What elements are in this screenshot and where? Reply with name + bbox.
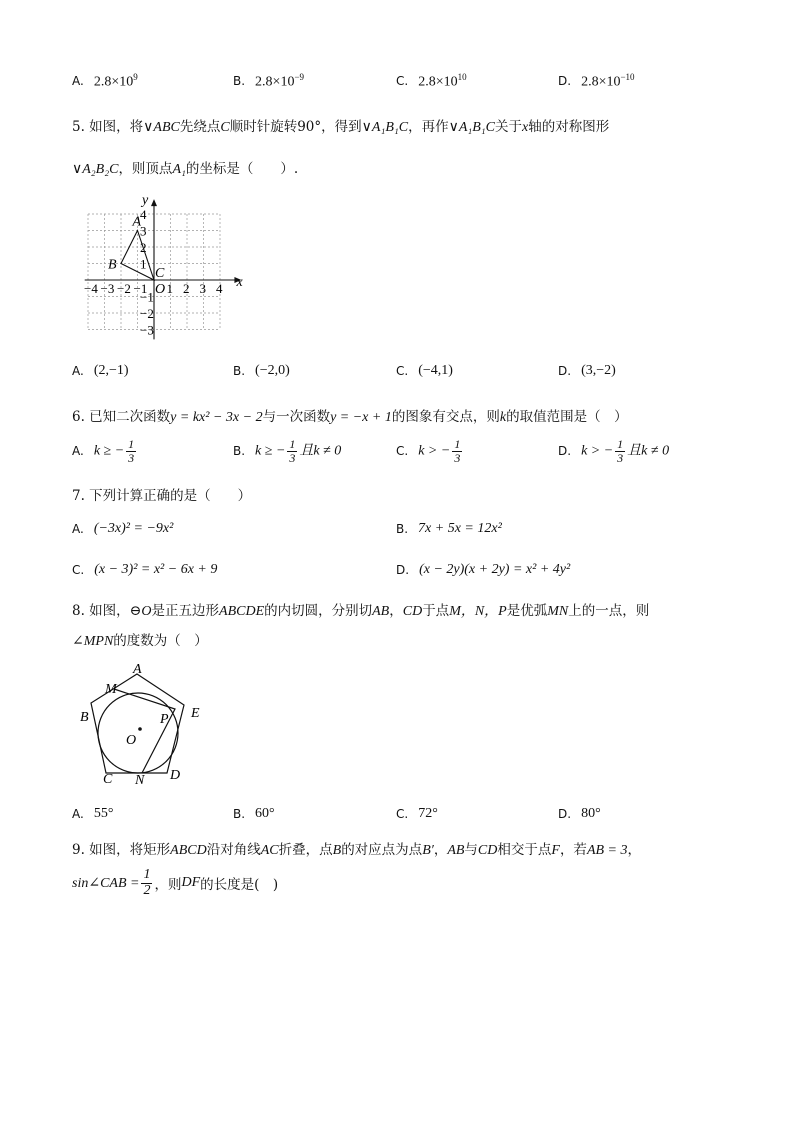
q8-stem-line2: ∠MPN的度数为（ ） xyxy=(72,633,208,649)
q5-option-d: D. (3,−2) xyxy=(558,363,616,378)
q8-stem-line1: 8. 如图，⊖O是正五边形ABCDE的内切圆，分别切AB，CD于点M，N，P是优弧MN上的一点，则 xyxy=(72,603,650,619)
label-d: D xyxy=(170,768,181,783)
label-b: B xyxy=(80,710,89,725)
q9-stem-line2: sin∠CAB = $\frac{1}{2}$ ，则 DF 的长度是( ) xyxy=(72,867,279,898)
label-n: N xyxy=(135,773,145,788)
q6-option-a: A. k ≥ − $\frac{1}{3}$ xyxy=(72,437,135,465)
q8-option-a: A. 55° xyxy=(72,806,114,821)
label-e: E xyxy=(191,706,200,721)
option-letter: D. xyxy=(558,74,572,89)
q4-option-d xyxy=(558,72,635,91)
q4-option-a xyxy=(72,72,138,91)
x-tick-label: −2 xyxy=(117,281,131,296)
inscribed-circle xyxy=(98,693,178,773)
y-tick-label: −2 xyxy=(140,306,154,321)
q8-pentagon-figure xyxy=(72,658,222,788)
q6-stem: 6. 已知二次函数y = kx² − 3x − 2与一次函数y = −x + 1的图象有交点，则k的取值范围是（ ） xyxy=(72,409,628,425)
x-tick-label: 2 xyxy=(183,281,190,296)
q6-option-c: C. k > − $\frac{1}{3}$ xyxy=(396,437,461,465)
label-o: O xyxy=(126,733,137,748)
vertex-label-b: B xyxy=(108,257,117,273)
label-p: P xyxy=(160,712,169,727)
q5-coordinate-graph xyxy=(70,188,250,353)
x-tick-label: −4 xyxy=(84,281,98,296)
q5-option-b: B. (−2,0) xyxy=(233,363,290,378)
q8-option-c: C. 72° xyxy=(396,806,438,821)
q8-option-b: B. 60° xyxy=(233,806,275,821)
q7-option-a: A. (−3x)² = −9x² xyxy=(72,521,174,536)
x-tick-label: 3 xyxy=(199,281,206,296)
label-a: A xyxy=(133,662,142,677)
label-c: C xyxy=(103,772,113,787)
option-letter: B. xyxy=(233,74,246,89)
center-point xyxy=(138,727,142,731)
option-value: $2.8\times 10^{-9}$ xyxy=(255,72,305,90)
option-letter: C. xyxy=(396,74,409,89)
y-axis-label: y xyxy=(142,193,149,209)
q4-option-b xyxy=(233,72,304,91)
option-value: $2.8\times 10^{10}$ xyxy=(418,72,467,90)
q7-option-c: C. (x − 3)² = x² − 6x + 9 xyxy=(72,562,218,577)
x-tick-label: −1 xyxy=(133,281,148,296)
option-letter: A. xyxy=(72,74,84,89)
q5-stem-line2: ∨A₂B₂C，则顶点A₁的坐标是（ ）. xyxy=(72,161,299,177)
x-tick-label: 4 xyxy=(216,281,223,296)
option-value: $2.8\times 10^{-10}$ xyxy=(581,72,635,90)
vertex-label-c: C xyxy=(155,266,165,281)
angle-mpn-lines xyxy=(114,689,175,773)
q4-option-c xyxy=(396,72,467,91)
x-tick-label: 1 xyxy=(166,281,173,296)
q7-stem: 7. 下列计算正确的是（ ） xyxy=(72,488,252,504)
q5-option-a: A. (2,−1) xyxy=(72,363,129,378)
q8-option-d: D. 80° xyxy=(558,806,601,821)
option-value: $2.8\times 10^9$ xyxy=(93,72,138,90)
q6-option-d: D. k > − $\frac{1}{3}$ 且k ≠ 0 xyxy=(558,437,670,465)
x-axis-label: x xyxy=(236,275,243,290)
y-tick-label: −1 xyxy=(140,289,154,305)
x-tick-label: −3 xyxy=(100,281,115,296)
q7-option-d: D. (x − 2y)(x + 2y) = x² + 4y² xyxy=(396,562,571,577)
label-m: M xyxy=(105,682,117,697)
q5-option-c: C. (−4,1) xyxy=(396,363,453,378)
triangle-abc xyxy=(108,215,165,282)
vertex-label-a: A xyxy=(132,214,142,230)
y-tick-label: 1 xyxy=(140,256,147,272)
q5-stem-line1: 5. 如图，将∨ABC先绕点C顺时针旋转90°，得到∨A₁B₁C，再作∨A₁B₁C关于x轴的对称图形 xyxy=(72,119,610,135)
y-tick-label: 4 xyxy=(140,207,147,222)
y-tick-label: 3 xyxy=(140,223,147,239)
y-tick-label: −3 xyxy=(140,322,154,338)
q9-stem-line1: 9. 如图，将矩形ABCD沿对角线AC折叠，点B的对应点为点B′，AB与CD相交于点F，若AB = 3， xyxy=(72,842,641,858)
q6-option-b: B. k ≥ − $\frac{1}{3}$ 且k ≠ 0 xyxy=(233,437,342,465)
y-axis-arrow xyxy=(151,199,157,206)
y-tick-label: 2 xyxy=(140,240,147,255)
q7-option-b: B. 7x + 5x = 12x² xyxy=(396,521,502,536)
origin-label: O xyxy=(155,282,166,297)
